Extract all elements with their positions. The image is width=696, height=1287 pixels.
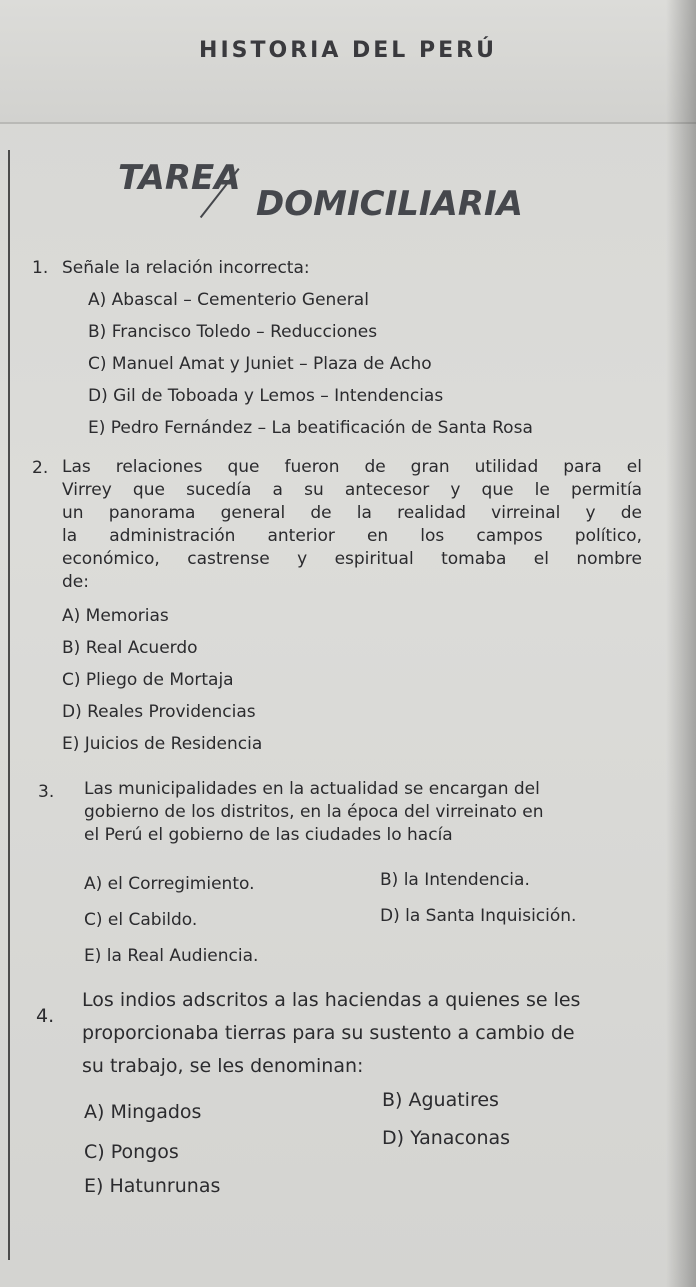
question-number: 2.	[32, 458, 49, 478]
header-band	[0, 0, 696, 124]
option-c: C) el Cabildo.	[84, 910, 198, 930]
question-prompt	[82, 984, 652, 1083]
prompt-line: gobierno de los distritos, en la época del virreinato en	[84, 802, 544, 822]
option-d: D) Reales Providencias	[62, 702, 256, 722]
question-number: 4.	[36, 1005, 55, 1027]
left-margin-rule	[8, 150, 10, 1260]
option-a: A) Abascal – Cementerio General	[88, 290, 369, 310]
question-prompt	[84, 778, 644, 847]
page-edge-shadow	[666, 0, 696, 1287]
option-b: B) Aguatires	[382, 1089, 499, 1111]
option-b: B) Real Acuerdo	[62, 638, 198, 658]
page-title	[118, 158, 578, 238]
option-d: D) la Santa Inquisición.	[380, 906, 577, 926]
option-b: B) Francisco Toledo – Reducciones	[88, 322, 378, 342]
option-e: E) Pedro Fernández – La beatificación de Santa Rosa	[88, 418, 533, 438]
option-c: C) Pliego de Mortaja	[62, 670, 234, 690]
question-prompt: Señale la relación incorrecta:	[62, 258, 310, 278]
prompt-line: económico, castrense y espiritual tomaba el nombre	[62, 549, 642, 569]
prompt-line: Las municipalidades en la actualidad se encargan del	[84, 779, 540, 799]
option-c: C) Manuel Amat y Juniet – Plaza de Acho	[88, 354, 432, 374]
subject-heading: HISTORIA DEL PERÚ	[199, 38, 497, 63]
question-number: 3.	[38, 782, 55, 802]
option-a: A) el Corregimiento.	[84, 874, 255, 894]
option-a: A) Mingados	[84, 1101, 202, 1123]
option-e: E) Juicios de Residencia	[62, 734, 263, 754]
prompt-line: un panorama general de la realidad virreinal y de	[62, 503, 642, 523]
question-number: 1.	[32, 258, 49, 278]
option-a: A) Memorias	[62, 606, 169, 626]
prompt-line: Las relaciones que fueron de gran utilidad para el	[62, 457, 642, 477]
option-d: D) Yanaconas	[382, 1127, 511, 1149]
question-prompt	[62, 456, 642, 594]
prompt-line: su trabajo, se les denominan:	[82, 1055, 364, 1077]
option-e: E) Hatunrunas	[84, 1175, 221, 1197]
option-b: B) la Intendencia.	[380, 870, 530, 890]
prompt-line: Virrey que sucedía a su antecesor y que le permitía	[62, 480, 642, 500]
option-e: E) la Real Audiencia.	[84, 946, 259, 966]
prompt-line: el Perú el gobierno de las ciudades lo hacía	[84, 825, 453, 845]
prompt-line: Los indios adscritos a las haciendas a quienes se les	[82, 989, 581, 1011]
title-domiciliaria: DOMICILIARIA	[256, 184, 523, 224]
prompt-line: proporcionaba tierras para su sustento a cambio de	[82, 1022, 575, 1044]
prompt-line: de:	[62, 572, 89, 592]
option-d: D) Gil de Toboada y Lemos – Intendencias	[88, 386, 444, 406]
option-c: C) Pongos	[84, 1141, 179, 1163]
prompt-line: la administración anterior en los campos político,	[62, 526, 642, 546]
title-tarea: TAREA	[118, 158, 241, 198]
